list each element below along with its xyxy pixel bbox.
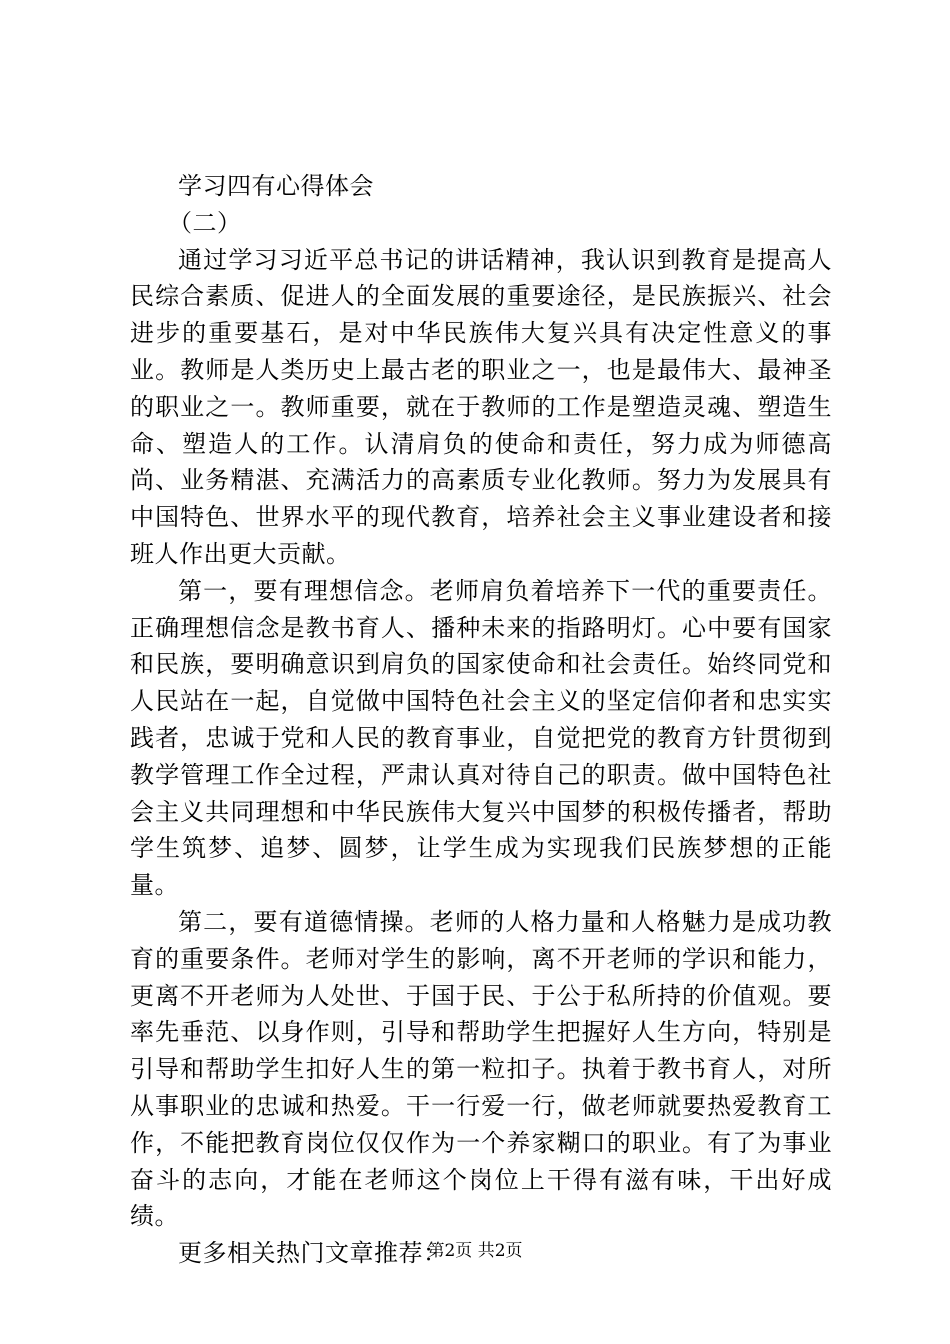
paragraph-intro: 通过学习习近平总书记的讲话精神，我认识到教育是提高人民综合素质、促进人的全面发展的重要途径，是民族振兴、社会进步的重要基石，是对中华民族伟大复兴具有决定性意义的事业。教师是人类历史上最古老的职业之一，也是最伟大、最神圣的职业之一。教师重要，就在于教师的工作是塑造灵魂、塑造生命、塑造人的工作。认清肩负的使命和责任，努力成为师德高尚、业务精湛、充满活力的高素质专业化教师。努力为发展具有中国特色、世界水平的现代教育，培养社会主义事业建设者和接班人作出更大贡献。 bbox=[130, 245, 832, 568]
document-title: 学习四有心得体会 bbox=[178, 172, 374, 200]
document-subtitle: （二） bbox=[168, 208, 242, 237]
paragraph-recommendations: 更多相关热门文章推荐： bbox=[178, 1239, 448, 1268]
page-number-footer: 第2页 共2页 bbox=[427, 1241, 523, 1261]
paragraph-ideals: 第一，要有理想信念。老师肩负着培养下一代的重要责任。正确理想信念是教书育人、播种未来的指路明灯。心中要有国家和民族，要明确意识到肩负的国家使命和社会责任。始终同党和人民站在一起，自觉做中国特色社会主义的坚定信仰者和忠实实践者，忠诚于党和人民的教育事业，自觉把党的教育方针贯彻到教学管理工作全过程，严肃认真对待自己的职责。做中国特色社会主义共同理想和中华民族伟大复兴中国梦的积极传播者，帮助学生筑梦、追梦、圆梦，让学生成为实现我们民族梦想的正能量。 bbox=[130, 576, 832, 900]
paragraph-morals: 第二，要有道德情操。老师的人格力量和人格魅力是成功教育的重要条件。老师对学生的影响，离不开老师的学识和能力，更离不开老师为人处世、于国于民、于公于私所持的价值观。要率先垂范、以身作则，引导和帮助学生把握好人生方向，特别是引导和帮助学生扣好人生的第一粒扣子。执着于教书育人，对所从事职业的忠诚和热爱。干一行爱一行，做老师就要热爱教育工作，不能把教育岗位仅仅作为一个养家糊口的职业。有了为事业奋斗的志向，才能在老师这个岗位上干得有滋有味，干出好成绩。 bbox=[130, 907, 832, 1231]
document-body bbox=[130, 168, 832, 1272]
